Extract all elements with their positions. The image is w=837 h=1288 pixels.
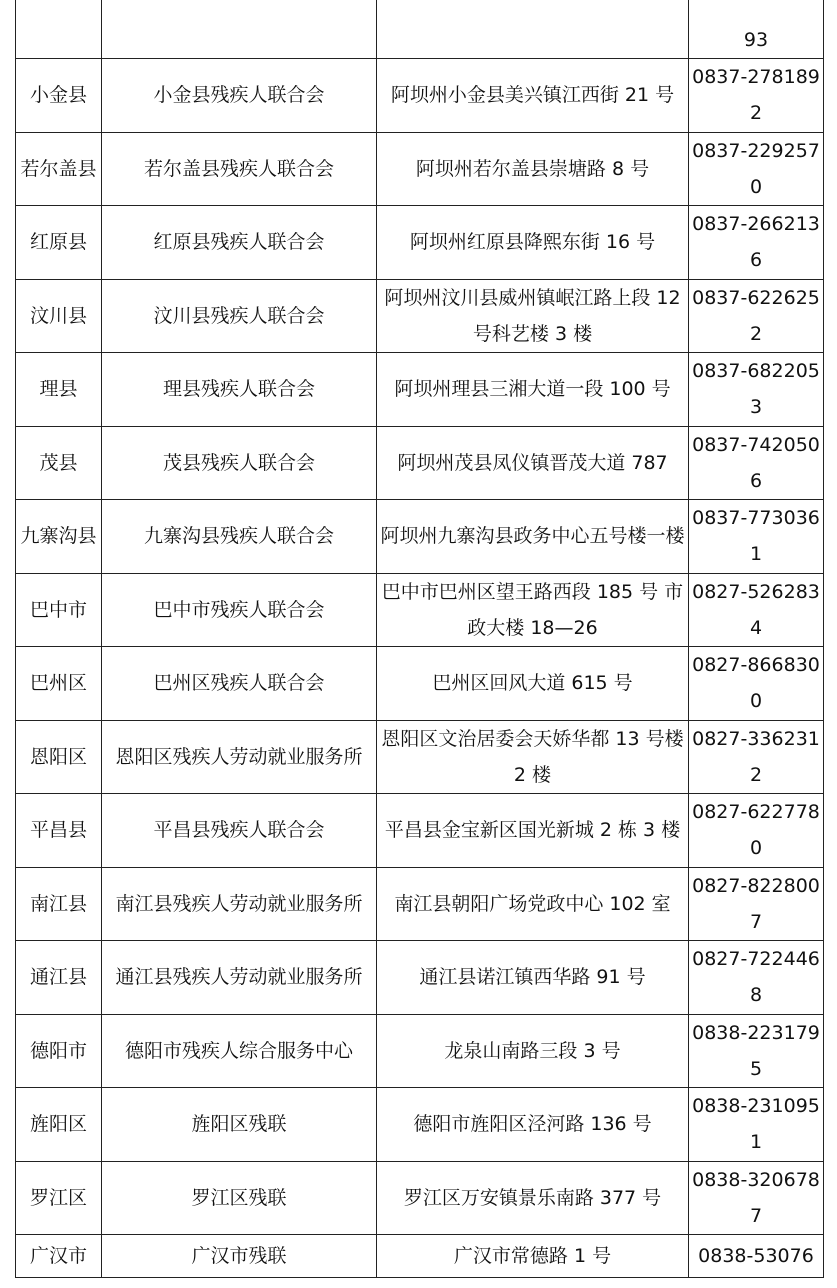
organization-cell: 巴中市残疾人联合会 (102, 573, 377, 647)
organization-cell: 茂县残疾人联合会 (102, 426, 377, 500)
phone-cell: 0838-53076 (689, 1235, 824, 1278)
phone-cell: 0827-3362312 (689, 720, 824, 794)
organization-cell: 九寨沟县残疾人联合会 (102, 500, 377, 574)
table-row (16, 206, 824, 280)
table-row (16, 59, 824, 133)
county-cell: 巴中市 (16, 573, 102, 647)
address-cell: 阿坝州理县三湘大道一段 100 号 (377, 353, 689, 427)
phone-cell: 0838-3206787 (689, 1161, 824, 1235)
county-cell: 小金县 (16, 59, 102, 133)
organization-cell: 理县残疾人联合会 (102, 353, 377, 427)
table-row (16, 573, 824, 647)
county-cell: 通江县 (16, 941, 102, 1015)
address-cell: 罗江区万安镇景乐南路 377 号 (377, 1161, 689, 1235)
organization-cell: 德阳市残疾人综合服务中心 (102, 1014, 377, 1088)
organization-cell: 若尔盖县残疾人联合会 (102, 132, 377, 206)
address-cell: 阿坝州小金县美兴镇江西街 21 号 (377, 59, 689, 133)
phone-cell: 0837-6822053 (689, 353, 824, 427)
address-cell: 恩阳区文治居委会天娇华都 13 号楼 2 楼 (377, 720, 689, 794)
organization-cell: 通江县残疾人劳动就业服务所 (102, 941, 377, 1015)
organization-cell: 南江县残疾人劳动就业服务所 (102, 867, 377, 941)
address-cell: 阿坝州茂县凤仪镇晋茂大道 787 (377, 426, 689, 500)
organization-cell: 汶川县残疾人联合会 (102, 279, 377, 353)
phone-cell: 0827-5262834 (689, 573, 824, 647)
organization-cell: 罗江区残联 (102, 1161, 377, 1235)
phone-cell: 0837-7420506 (689, 426, 824, 500)
organization-cell: 恩阳区残疾人劳动就业服务所 (102, 720, 377, 794)
phone-cell: 0827-8668300 (689, 647, 824, 721)
address-cell: 广汉市常德路 1 号 (377, 1235, 689, 1278)
county-cell (16, 0, 102, 59)
address-cell: 巴州区回风大道 615 号 (377, 647, 689, 721)
address-cell: 德阳市旌阳区泾河路 136 号 (377, 1088, 689, 1162)
phone-cell: 0837-2292570 (689, 132, 824, 206)
county-cell: 理县 (16, 353, 102, 427)
phone-cell: 0837-2662136 (689, 206, 824, 280)
table-row-partial (16, 0, 824, 59)
county-cell: 巴州区 (16, 647, 102, 721)
table-row (16, 426, 824, 500)
address-cell: 平昌县金宝新区国光新城 2 栋 3 楼 (377, 794, 689, 868)
table-row (16, 647, 824, 721)
county-cell: 旌阳区 (16, 1088, 102, 1162)
phone-cell: 0837-6226252 (689, 279, 824, 353)
table-row (16, 1235, 824, 1278)
address-cell: 阿坝州九寨沟县政务中心五号楼一楼 (377, 500, 689, 574)
phone-cell: 0837-2781892 (689, 59, 824, 133)
table-body (16, 0, 824, 1278)
address-cell: 南江县朝阳广场党政中心 102 室 (377, 867, 689, 941)
table-row (16, 867, 824, 941)
county-cell: 若尔盖县 (16, 132, 102, 206)
county-cell: 红原县 (16, 206, 102, 280)
table-row (16, 132, 824, 206)
address-cell (377, 0, 689, 59)
county-cell: 九寨沟县 (16, 500, 102, 574)
organization-cell: 红原县残疾人联合会 (102, 206, 377, 280)
county-cell: 恩阳区 (16, 720, 102, 794)
phone-cell: 93 (689, 0, 824, 59)
county-cell: 广汉市 (16, 1235, 102, 1278)
table-row (16, 794, 824, 868)
county-cell: 茂县 (16, 426, 102, 500)
table-row (16, 353, 824, 427)
phone-cell: 0838-2231795 (689, 1014, 824, 1088)
table-row (16, 1088, 824, 1162)
county-cell: 平昌县 (16, 794, 102, 868)
phone-cell: 0837-7730361 (689, 500, 824, 574)
organization-cell: 广汉市残联 (102, 1235, 377, 1278)
address-cell: 龙泉山南路三段 3 号 (377, 1014, 689, 1088)
organization-cell (102, 0, 377, 59)
phone-cell: 0827-6227780 (689, 794, 824, 868)
table-row (16, 279, 824, 353)
county-cell: 南江县 (16, 867, 102, 941)
organization-cell: 旌阳区残联 (102, 1088, 377, 1162)
address-cell: 巴中市巴州区望王路西段 185 号 市政大楼 18—26 (377, 573, 689, 647)
organization-cell: 小金县残疾人联合会 (102, 59, 377, 133)
phone-cell: 0827-8228007 (689, 867, 824, 941)
county-cell: 德阳市 (16, 1014, 102, 1088)
address-cell: 通江县诺江镇西华路 91 号 (377, 941, 689, 1015)
address-cell: 阿坝州红原县降熙东街 16 号 (377, 206, 689, 280)
organization-cell: 巴州区残疾人联合会 (102, 647, 377, 721)
table-row (16, 1014, 824, 1088)
table-row (16, 500, 824, 574)
contact-directory-table (15, 0, 824, 1278)
county-cell: 罗江区 (16, 1161, 102, 1235)
organization-cell: 平昌县残疾人联合会 (102, 794, 377, 868)
county-cell: 汶川县 (16, 279, 102, 353)
table-row (16, 720, 824, 794)
address-cell: 阿坝州若尔盖县崇塘路 8 号 (377, 132, 689, 206)
table-row (16, 1161, 824, 1235)
phone-cell: 0827-7224468 (689, 941, 824, 1015)
phone-cell: 0838-2310951 (689, 1088, 824, 1162)
address-cell: 阿坝州汶川县威州镇岷江路上段 12 号科艺楼 3 楼 (377, 279, 689, 353)
table-row (16, 941, 824, 1015)
